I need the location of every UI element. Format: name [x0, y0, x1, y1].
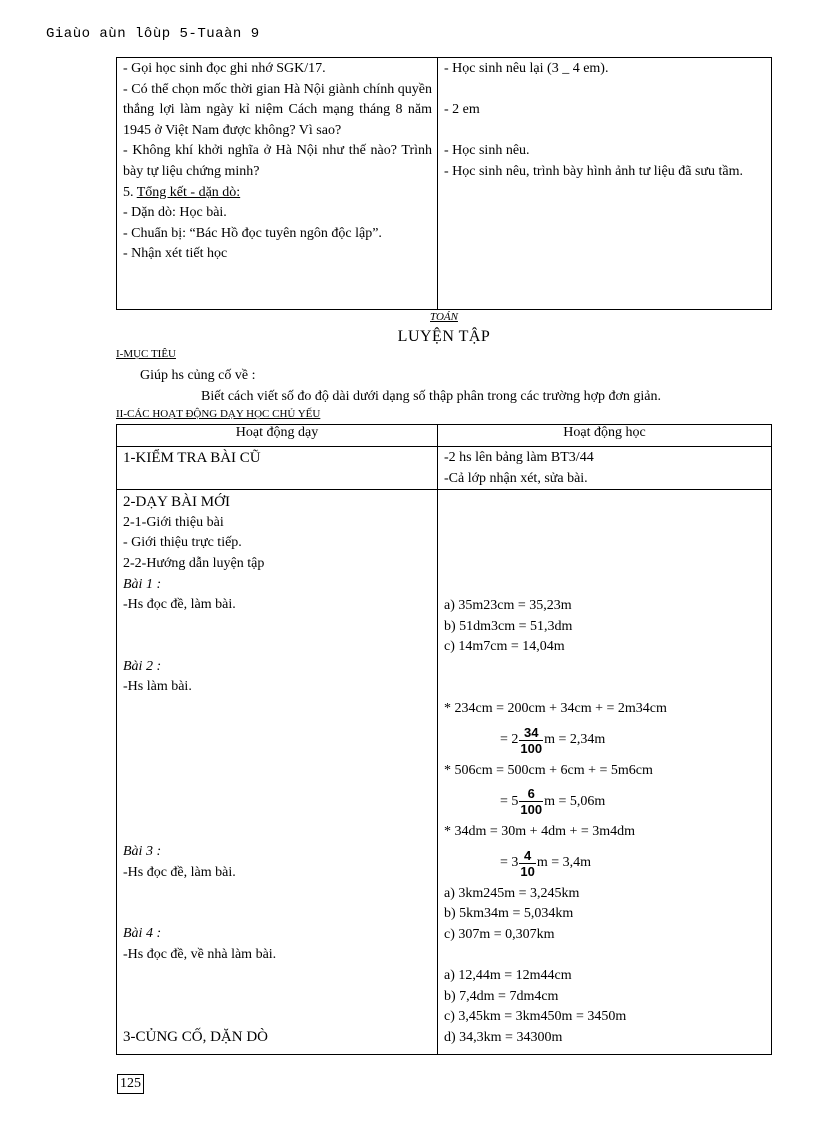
text-line: - Gọi học sinh đọc ghi nhớ SGK/17.: [123, 61, 326, 76]
top-table-right-cell: [438, 58, 772, 310]
subject-label: TOÁN: [430, 311, 458, 323]
answer-line: d) 34,3km = 34300m: [444, 1029, 563, 1045]
exercise-label: Bài 2 :: [123, 658, 162, 674]
fraction: $\frac{34}{100}$: [520, 724, 543, 756]
exercise-label: Bài 3 :: [123, 843, 162, 859]
row-check-old-lesson-left: [117, 447, 438, 490]
answer-line: c) 3,45km = 3km450m = 3450m: [444, 1009, 627, 1025]
exercise-label: Bài 4 :: [123, 926, 162, 942]
text-line: - Không khí khởi nghĩa ở Hà Nội như thế nào? Trình bày tự liệu chứng minh?: [123, 143, 432, 179]
text-line: -Hs làm bài.: [123, 679, 192, 695]
text-line: - 2 em: [444, 102, 480, 118]
page-number: 125: [117, 1074, 144, 1094]
text-line: - Học sinh nêu, trình bày hình ảnh tư liệu đã sưu tầm.: [444, 163, 744, 179]
answer-line: a) 35m23cm = 35,23m: [444, 598, 572, 614]
text-line: 3-CỦNG CỐ, DẶN DÒ: [123, 1029, 268, 1046]
answer-line: c) 307m = 0,307km: [444, 926, 555, 942]
text-line: 2-2-Hướng dẫn luyện tập: [123, 555, 265, 571]
answer-line: b) 51dm3cm = 51,3dm: [444, 618, 573, 634]
text-line: - Chuẩn bị: “Bác Hồ đọc tuyên ngôn độc lập”.: [123, 225, 382, 241]
fraction: $\frac{4}{10}$: [520, 847, 535, 879]
text-line: 2-1-Giới thiệu bài: [123, 514, 224, 530]
section-heading-objectives: I-MỤC TIÊU: [116, 348, 176, 360]
text-line: -Hs đọc đề, về nhà làm bài.: [123, 946, 277, 962]
fraction: $\frac{6}{100}$: [520, 786, 543, 818]
row-new-lesson-left: [117, 490, 438, 1055]
fraction-equation: = 2 $\frac{34}{100}$ m = 2,34m: [500, 724, 606, 756]
answer-line: * 34dm = 30m + 4dm + = 3m4dm: [444, 824, 636, 840]
column-header-student: Hoạt động học: [438, 425, 772, 447]
text-line: 2-DẠY BÀI MỚI: [123, 494, 230, 511]
text-line: 1-KIỂM TRA BÀI CŨ: [123, 450, 261, 466]
fraction-equation: = 3 $\frac{4}{10}$ m = 3,4m: [500, 847, 592, 879]
page-header: Giaùo aùn lôùp 5-Tuaàn 9: [46, 26, 260, 42]
text-line: -2 hs lên bảng làm BT3/44: [444, 450, 594, 465]
activity-table: [116, 424, 772, 1055]
answer-line: a) 3km245m = 3,245km: [444, 885, 580, 901]
row-check-old-lesson-right: [438, 447, 772, 490]
text-line: -Hs đọc đề, làm bài.: [123, 597, 236, 613]
answer-line: * 506cm = 500cm + 6cm + = 5m6cm: [444, 762, 653, 778]
answer-line: b) 5km34m = 5,034km: [444, 906, 574, 922]
column-header-teacher: Hoạt động dạy: [117, 425, 438, 447]
tong-ket-heading: 5. Tổng kết - dặn dò:: [123, 184, 241, 200]
text-line: -Hs đọc đề, làm bài.: [123, 864, 236, 880]
answer-line: b) 7,4dm = 7dm4cm: [444, 988, 559, 1004]
objectives-goal: Biết cách viết số đo độ dài dưới dạng số thập phân trong các trường hợp đơn giản.: [201, 389, 662, 404]
row-new-lesson-right: [438, 490, 772, 1055]
exercise-label: Bài 1 :: [123, 576, 162, 592]
answer-line: c) 14m7cm = 14,04m: [444, 639, 565, 655]
objectives-intro: Giúp hs củng cố về :: [140, 368, 256, 383]
answer-line: a) 12,44m = 12m44cm: [444, 968, 572, 984]
top-activity-table: [116, 57, 772, 310]
text-line: - Học sinh nêu.: [444, 143, 530, 159]
section-heading-activities: II-CÁC HOẠT ĐỘNG DẠY HỌC CHỦ YẾU: [116, 408, 321, 420]
lesson-title: LUYỆN TẬP: [397, 328, 491, 345]
text-line: - Học sinh nêu lại (3 _ 4 em).: [444, 61, 609, 76]
text-line: - Có thể chọn mốc thời gian Hà Nội giành chính quyền thắng lợi làm ngày kỉ niệm Cách mạng tháng 8 năm 1945 ở Việt Nam được không? Vì sao?: [123, 81, 432, 138]
text-line: - Nhận xét tiết học: [123, 246, 228, 262]
text-line: -Cả lớp nhận xét, sửa bài.: [444, 470, 588, 486]
answer-line: * 234cm = 200cm + 34cm + = 2m34cm: [444, 700, 667, 716]
text-line: - Giới thiệu trực tiếp.: [123, 535, 242, 551]
text-line: - Dặn dò: Học bài.: [123, 205, 227, 221]
top-table-left-cell: [117, 58, 438, 310]
fraction-equation: = 5 $\frac{6}{100}$ m = 5,06m: [500, 786, 606, 818]
